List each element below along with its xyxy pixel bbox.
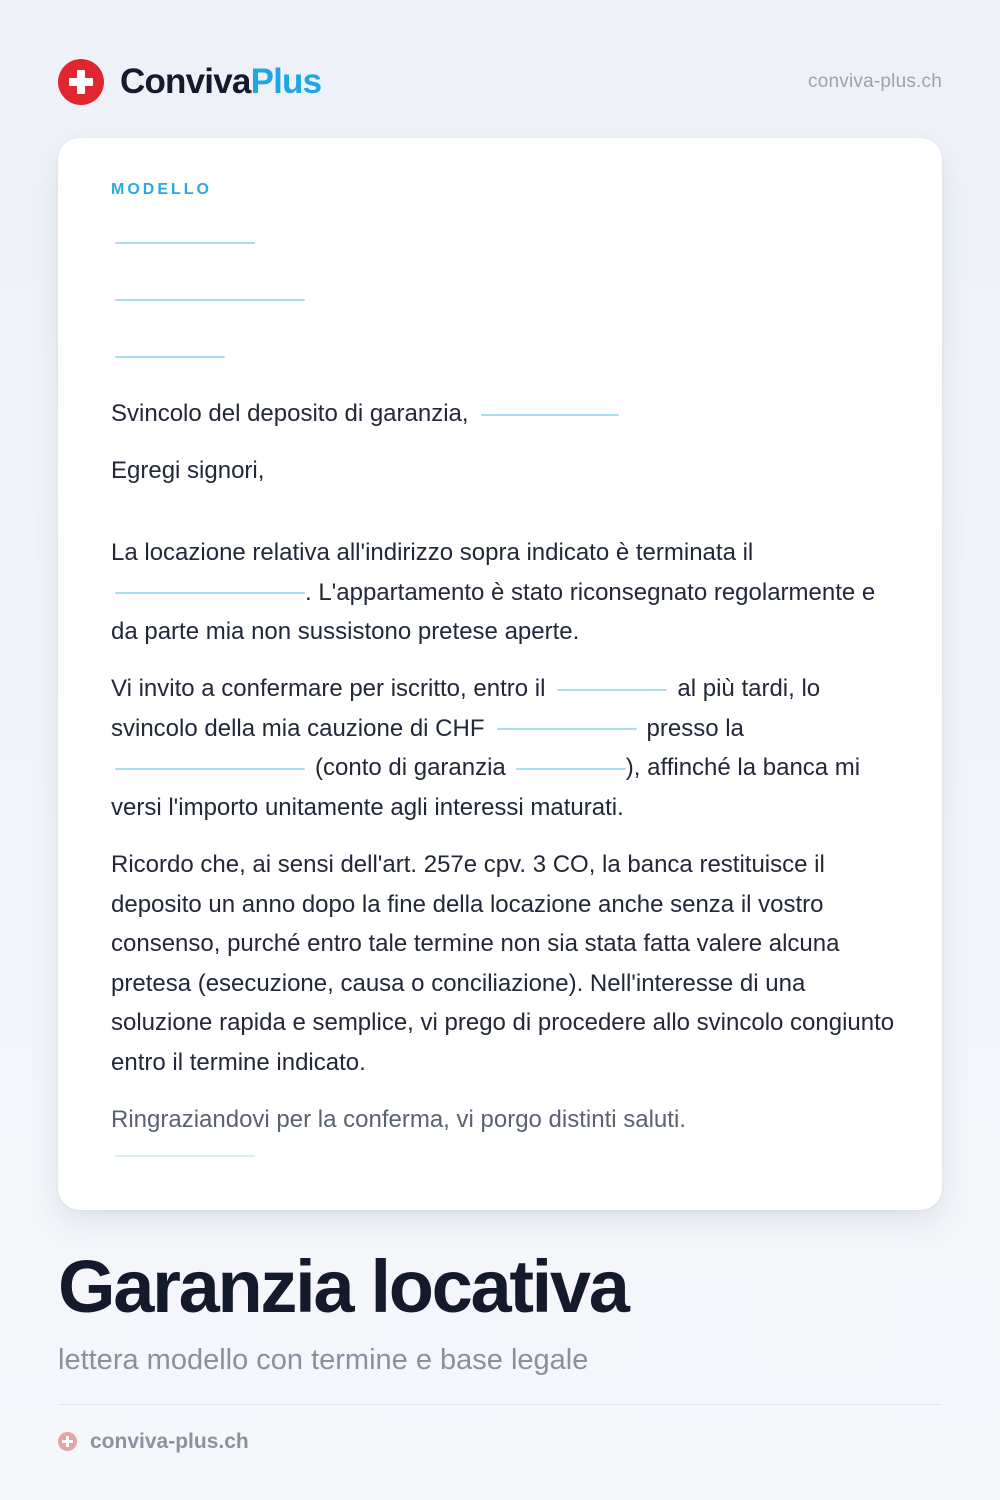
deadline-blank xyxy=(557,689,667,691)
letter-subject xyxy=(111,394,901,434)
paragraph-release-request xyxy=(111,669,901,827)
footer-divider xyxy=(58,1404,942,1405)
p2-text-b: al più tardi, lo svincolo della mia cauzione di CHF xyxy=(111,675,821,742)
account-number-blank xyxy=(516,768,626,770)
p2-text-a: Vi invito a confermare per iscritto, entro il xyxy=(111,675,546,702)
sender-address-blank xyxy=(115,299,305,301)
p1-text-a: La locazione relativa all'indirizzo sopra indicato è terminata il xyxy=(111,539,754,566)
paragraph-legal-basis: Ricordo che, ai sensi dell'art. 257e cpv. 3 CO, la banca restituisce il deposito un anno dopo la fine della locazione anche senza il vostro consenso, purché entro tale termine non sia stata fatta valere alcuna pretesa (esecuzione, causa o conciliazione). Nell'interesse di una soluzione rapida e semplice, vi prego di procedere allo svincolo congiunto entro il termine indicato. xyxy=(111,851,895,1076)
page-header xyxy=(58,58,942,106)
end-date-blank xyxy=(115,592,305,594)
header-site-link[interactable]: conviva-plus.ch xyxy=(808,71,942,92)
letter-template-card xyxy=(58,138,942,1210)
paragraph-lease-end xyxy=(111,533,901,652)
page-title: Garanzia locativa xyxy=(58,1245,628,1328)
footer-site-link[interactable]: conviva-plus.ch xyxy=(90,1430,249,1453)
brand-name-part2: Plus xyxy=(250,62,322,101)
brand-logo[interactable] xyxy=(120,62,321,102)
amount-blank xyxy=(497,728,637,730)
page-subtitle: lettera modello con termine e base legale xyxy=(58,1344,589,1376)
p1-text-b: . L'appartamento è stato riconsegnato regolarmente e da parte mia non sussistono pretese aperte. xyxy=(111,578,876,645)
signature-blank xyxy=(115,1155,255,1157)
bank-name-blank xyxy=(115,768,305,770)
brand-name-part1: Conviva xyxy=(120,62,251,101)
sender-city-blank xyxy=(115,356,225,358)
letter-salutation: Egregi signori, xyxy=(111,457,265,484)
subject-text: Svincolo del deposito di garanzia, xyxy=(111,400,469,427)
letter-closing: Ringraziandovi per la conferma, vi porgo distinti saluti. xyxy=(111,1106,686,1133)
swiss-cross-logo-icon xyxy=(58,59,104,105)
p2-text-e: ), affinché la banca mi versi l'importo unitamente agli interessi maturati. xyxy=(111,754,861,821)
p2-text-c: presso la xyxy=(646,714,744,742)
footer-cross-icon xyxy=(58,1432,77,1451)
sender-name-blank xyxy=(115,242,255,244)
subject-blank xyxy=(481,414,619,416)
p2-text-d: (conto di garanzia xyxy=(315,754,506,781)
template-tag: MODELLO xyxy=(111,181,212,198)
